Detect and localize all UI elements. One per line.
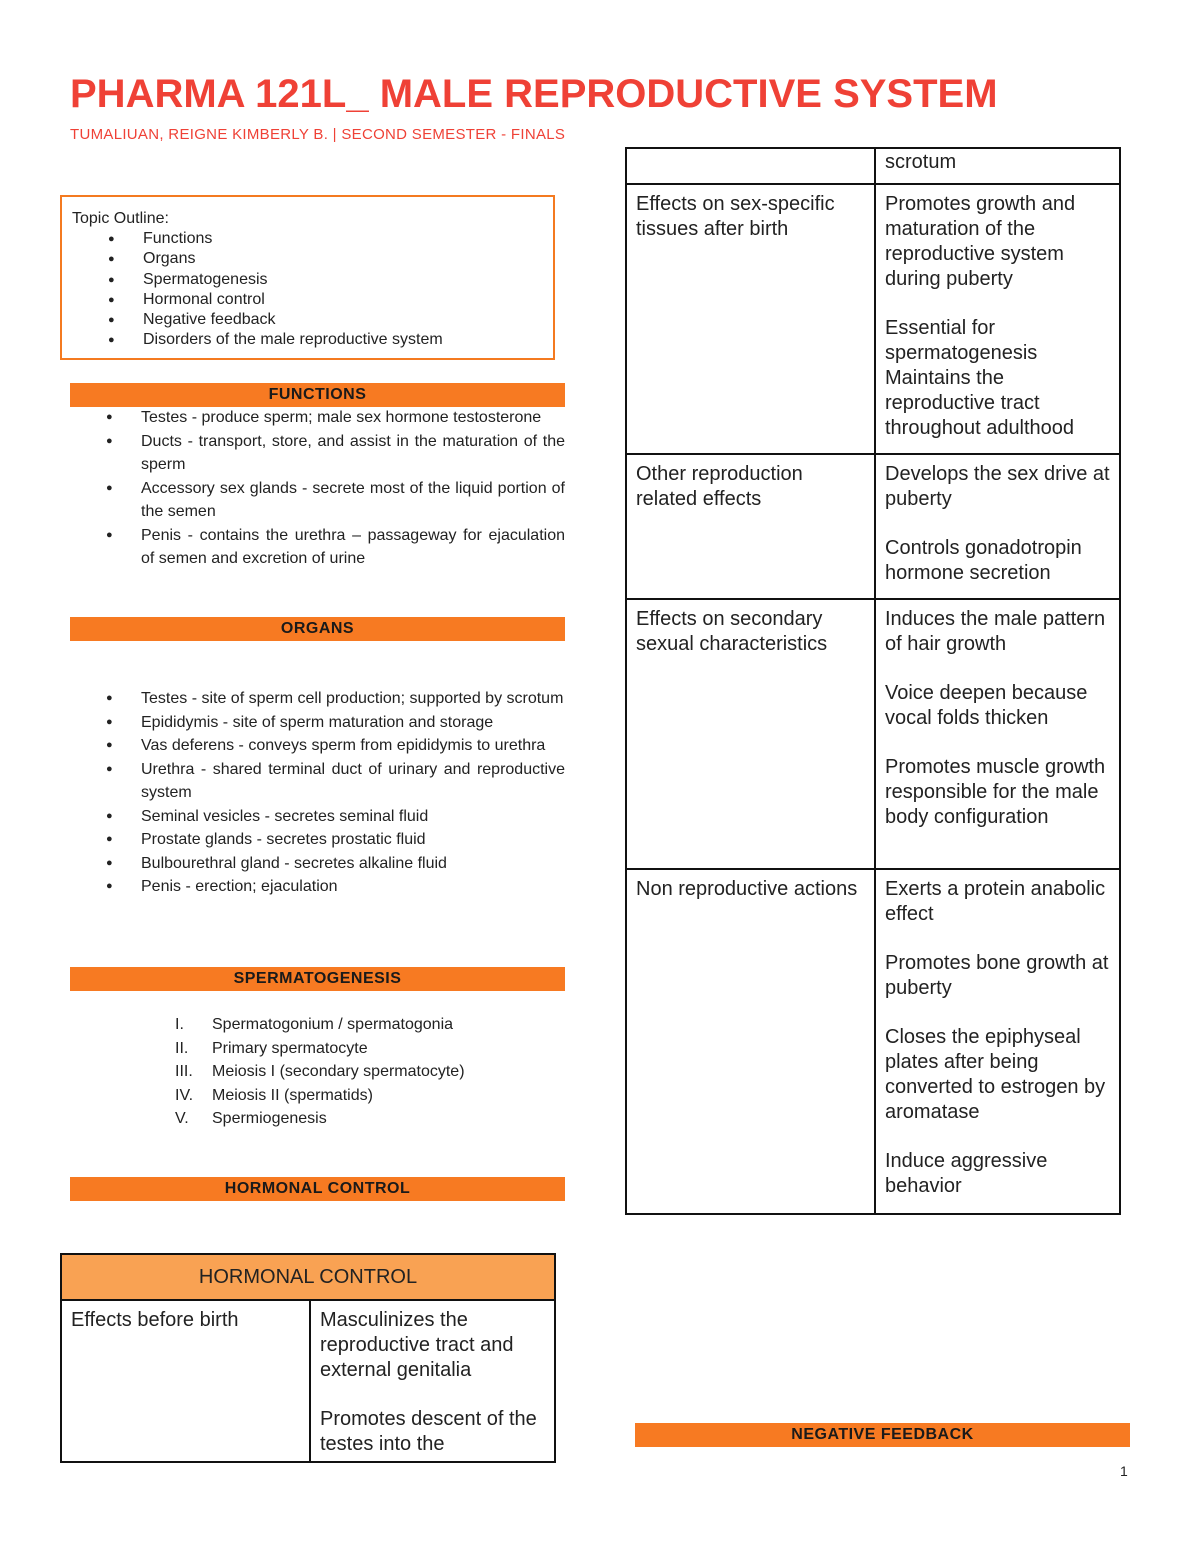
- organs-item: ● Urethra - shared terminal duct of urinary and reproductive system: [70, 758, 565, 805]
- hormonal-control-table-left: [60, 1253, 556, 1463]
- functions-heading: FUNCTIONS: [70, 383, 565, 407]
- organs-heading: ORGANS: [70, 617, 565, 641]
- table-row-label: Effects before birth: [61, 1300, 310, 1462]
- table-row: [626, 869, 1120, 1214]
- page-subtitle: TUMALIUAN, REIGNE KIMBERLY B. | SECOND SEMESTER - FINALS: [70, 126, 566, 143]
- topic-outline-list: [72, 229, 543, 351]
- outline-item: ● Organs: [72, 249, 543, 269]
- table-row-effects: [875, 869, 1120, 1214]
- functions-item: ● Accessory sex glands - secrete most of the liquid portion of the semen: [70, 477, 565, 524]
- table-row-effects: [875, 454, 1120, 599]
- spermatogenesis-item: [175, 1084, 465, 1108]
- effect-text: Exerts a protein anabolic effect: [885, 878, 1106, 925]
- organs-list: [70, 687, 565, 899]
- roman-numeral: II.: [175, 1039, 189, 1057]
- effect-text: Induce aggressive behavior: [885, 1150, 1048, 1197]
- outline-item: ● Disorders of the male reproductive system: [72, 330, 543, 350]
- table-row: [626, 148, 1120, 184]
- functions-item: ● Ducts - transport, store, and assist in the maturation of the sperm: [70, 430, 565, 477]
- effect-text: Closes the epiphyseal plates after being converted to estrogen by aromatase: [885, 1026, 1106, 1123]
- spermatogenesis-text: Primary spermatocyte: [212, 1039, 368, 1057]
- outline-item: ● Functions: [72, 229, 543, 249]
- organs-item: ● Epididymis - site of sperm maturation and storage: [70, 711, 565, 735]
- effect-text: Promotes bone growth at puberty: [885, 952, 1109, 999]
- effect-text: Masculinizes the reproductive tract and external genitalia: [320, 1309, 514, 1381]
- spermatogenesis-item: [175, 1037, 465, 1061]
- table-row: [626, 599, 1120, 869]
- hormonal-control-heading: HORMONAL CONTROL: [70, 1177, 565, 1201]
- table-row-effects: [875, 599, 1120, 869]
- spermatogenesis-item: [175, 1060, 465, 1084]
- table-row-effects: [875, 148, 1120, 184]
- effect-text: Controls gonadotropin hormone secretion: [885, 537, 1082, 584]
- functions-list: [70, 406, 565, 571]
- organs-item: ● Vas deferens - conveys sperm from epididymis to urethra: [70, 734, 565, 758]
- functions-item: ● Penis - contains the urethra – passageway for ejaculation of semen and excretion of urine: [70, 524, 565, 571]
- effect-text: Promotes muscle growth responsible for the male body configuration: [885, 756, 1106, 828]
- effect-text: Promotes descent of the testes into the: [320, 1408, 537, 1455]
- organs-item: ● Testes - site of sperm cell production; supported by scrotum: [70, 687, 565, 711]
- page-number: 1: [1120, 1463, 1128, 1479]
- table-row-label: Other reproduction related effects: [626, 454, 875, 599]
- table-row: [626, 184, 1120, 454]
- topic-outline-label: Topic Outline:: [72, 210, 169, 227]
- hormonal-control-table-header: HORMONAL CONTROL: [61, 1254, 555, 1300]
- table-row-label: Non reproductive actions: [626, 869, 875, 1214]
- outline-item: ● Hormonal control: [72, 290, 543, 310]
- effect-text: Promotes growth and maturation of the reproductive system during puberty: [885, 193, 1076, 290]
- roman-numeral: IV.: [175, 1086, 194, 1104]
- roman-numeral: III.: [175, 1063, 193, 1080]
- organs-item: ● Prostate glands - secretes prostatic fluid: [70, 828, 565, 852]
- hormonal-control-table-right: [625, 147, 1121, 1215]
- spermatogenesis-text: Spermiogenesis: [212, 1110, 327, 1127]
- functions-item: ● Testes - produce sperm; male sex hormone testosterone: [70, 406, 565, 430]
- table-row: [626, 454, 1120, 599]
- organs-item: ● Seminal vesicles - secretes seminal fluid: [70, 805, 565, 829]
- outline-item: ● Spermatogenesis: [72, 270, 543, 290]
- table-row-label: Effects on secondary sexual characteristics: [626, 599, 875, 869]
- organs-item: ● Penis - erection; ejaculation: [70, 875, 565, 899]
- table-row-effects: [310, 1300, 555, 1462]
- effect-text: Voice deepen because vocal folds thicken: [885, 682, 1088, 729]
- spermatogenesis-text: Spermatogonium / spermatogonia: [212, 1016, 454, 1033]
- table-row-label: Effects on sex-specific tissues after birth: [626, 184, 875, 454]
- organs-item: ● Bulbourethral gland - secretes alkaline fluid: [70, 852, 565, 876]
- page-title: PHARMA 121L_ MALE REPRODUCTIVE SYSTEM: [70, 72, 998, 116]
- spermatogenesis-item: [175, 1013, 465, 1037]
- negative-feedback-heading: NEGATIVE FEEDBACK: [635, 1423, 1130, 1447]
- effect-text: Induces the male pattern of hair growth: [885, 608, 1106, 655]
- spermatogenesis-item: [175, 1107, 465, 1131]
- spermatogenesis-heading: SPERMATOGENESIS: [70, 967, 565, 991]
- outline-item: ● Negative feedback: [72, 310, 543, 330]
- effect-text: Essential for spermatogenesis Maintains the reproductive tract throughout adulthood: [885, 317, 1075, 439]
- spermatogenesis-list: [175, 1013, 465, 1131]
- effect-text: scrotum: [885, 151, 957, 173]
- roman-numeral: V.: [175, 1110, 189, 1127]
- roman-numeral: I.: [175, 1016, 184, 1033]
- table-row-effects: [875, 184, 1120, 454]
- spermatogenesis-text: Meiosis II (spermatids): [212, 1086, 373, 1104]
- table-row-label: [626, 148, 875, 184]
- spermatogenesis-text: Meiosis I (secondary spermatocyte): [212, 1063, 465, 1080]
- effect-text: Develops the sex drive at puberty: [885, 463, 1110, 510]
- table-row: [61, 1300, 555, 1462]
- topic-outline-box: [60, 195, 555, 360]
